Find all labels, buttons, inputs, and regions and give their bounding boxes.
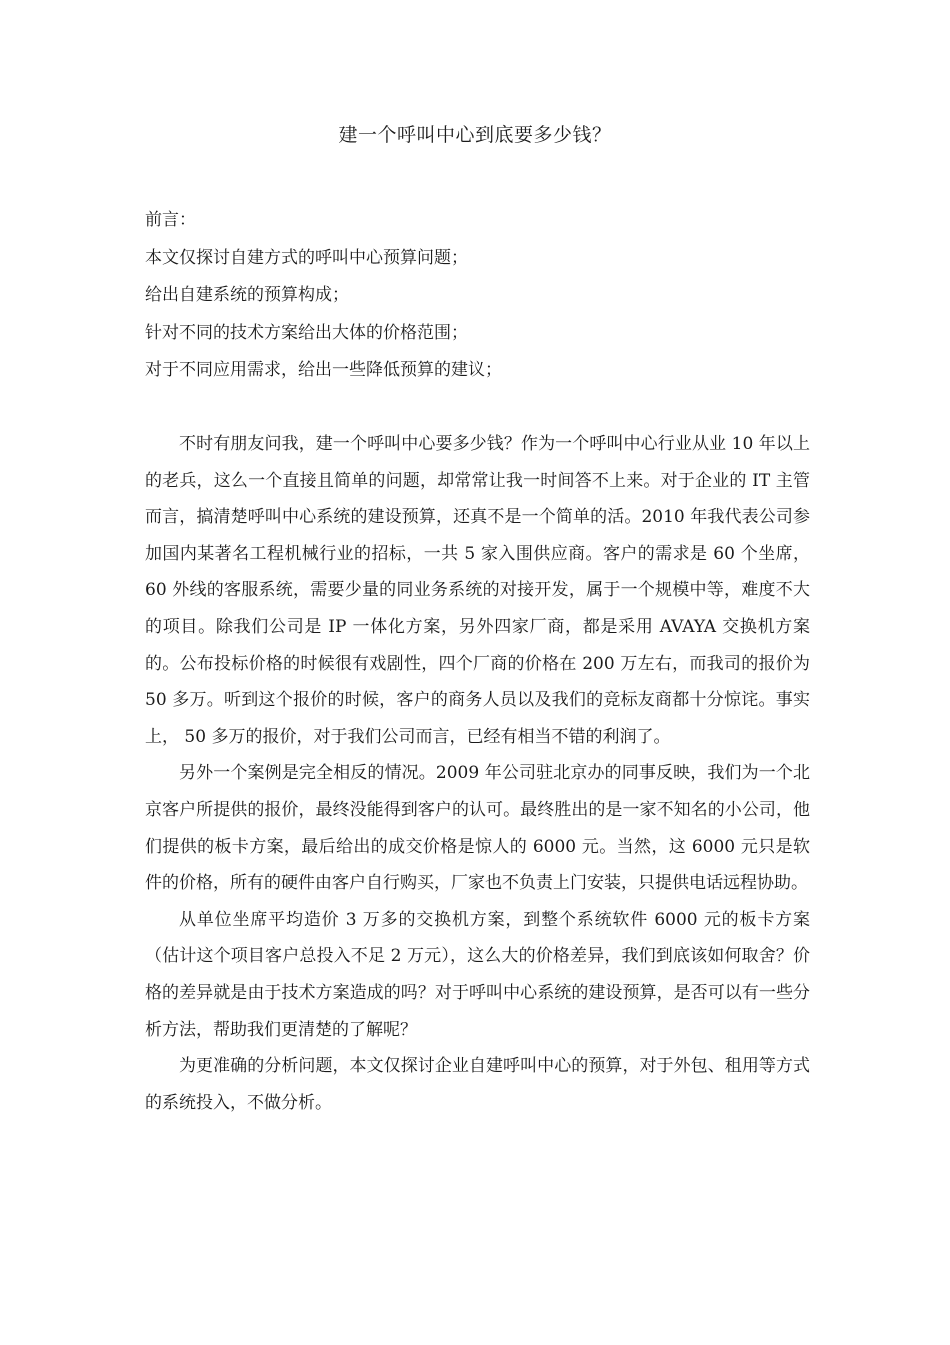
body-paragraph: 为更准确的分析问题，本文仅探讨企业自建呼叫中心的预算，对于外包、租用等方式的系统投入，不做分析。	[145, 1056, 810, 1113]
document-title: 建一个呼叫中心到底要多少钱？	[338, 124, 612, 146]
preface-heading: 前言：	[145, 210, 196, 230]
body-paragraph: 不时有朋友问我，建一个呼叫中心要多少钱？作为一个呼叫中心行业从业 10 年以上的老兵，这么一个直接且简单的问题，却常常让我一时间答不上来。对于企业的 IT 主管而言，搞清楚呼叫中心系统的建设预算，还真不是一个简单的活。2010 年我代表公司参加国内某著名工程机械行业的招标，一共 5 家入围供应商。客户的需求是 60 个坐席，60 外线的客服系统，需要少量的同业务系统的对接开发，属于一个规模中等，难度不大的项目。除我们公司是 IP 一体化方案，另外四家厂商，都是采用 AVAYA 交换机方案的。公布投标价格的时候很有戏剧性，四个厂商的价格在 200 万左右，而我司的报价为 50 多万。听到这个报价的时候，客户的商务人员以及我们的竞标友商都十分惊诧。事实上， 50 多万的报价，对于我们公司而言，已经有相当不错的利润了。	[145, 434, 810, 747]
body-paragraph: 另外一个案例是完全相反的情况。2009 年公司驻北京办的同事反映，我们为一个北京客户所提供的报价，最终没能得到客户的认可。最终胜出的是一家不知名的小公司，他们提供的板卡方案，最后给出的成交价格是惊人的 6000 元。当然，这 6000 元只是软件的价格，所有的硬件由客户自行购买，厂家也不负责上门安装，只提供电话远程协助。	[145, 763, 810, 894]
preface-section	[145, 202, 810, 390]
body-paragraph: 从单位坐席平均造价 3 万多的交换机方案，到整个系统软件 6000 元的板卡方案（估计这个项目客户总投入不足 2 万元），这么大的价格差异，我们到底该如何取舍？价格的差异就是由于技术方案造成的吗？对于呼叫中心系统的建设预算，是否可以有一些分析方法，帮助我们更清楚的了解呢？	[145, 909, 810, 1040]
preface-item: 给出自建系统的预算构成；	[145, 285, 349, 305]
preface-item: 针对不同的技术方案给出大体的价格范围；	[145, 322, 468, 343]
body-section	[145, 426, 810, 1121]
preface-item: 对于不同应用需求，给出一些降低预算的建议；	[145, 360, 502, 380]
preface-item: 本文仅探讨自建方式的呼叫中心预算问题；	[145, 247, 468, 268]
